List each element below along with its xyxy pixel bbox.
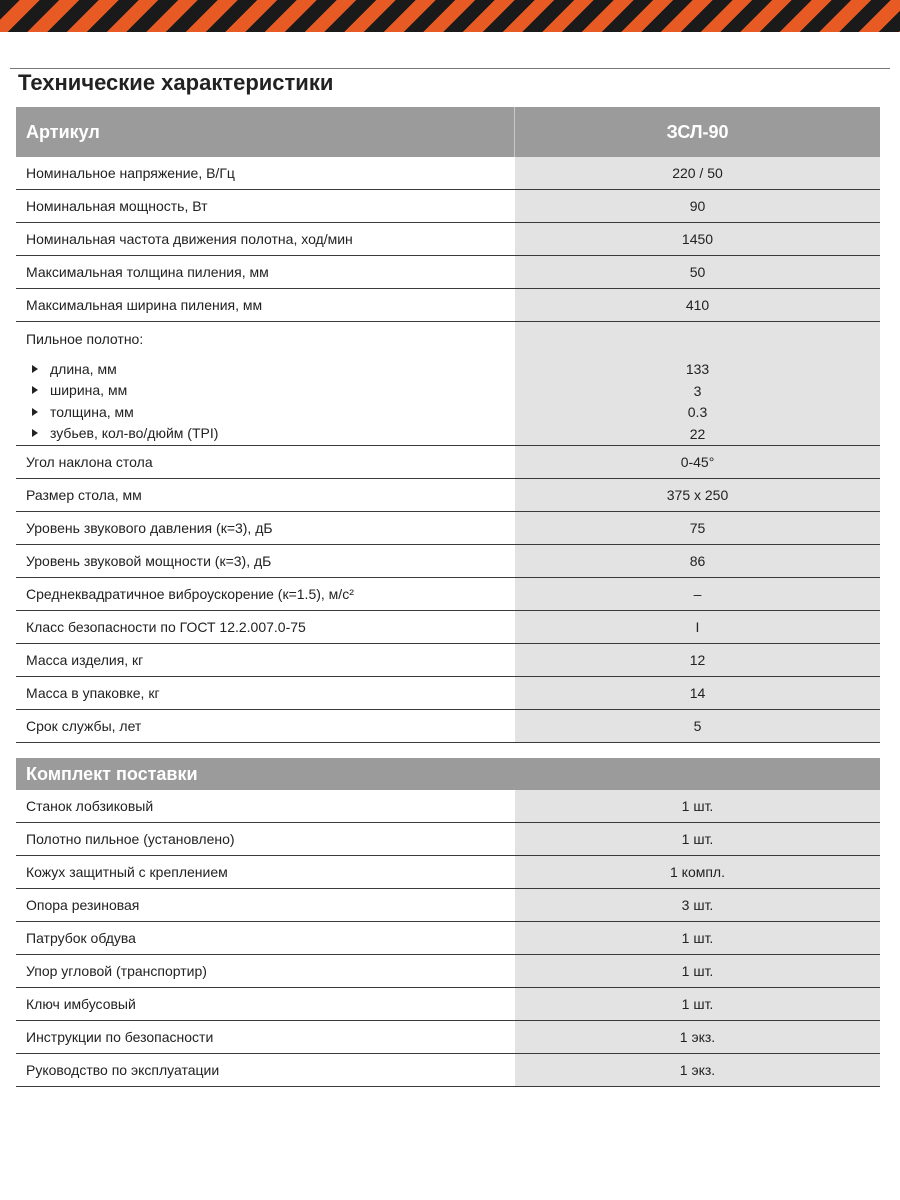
kit-row bbox=[16, 856, 880, 889]
spec-label: Максимальная толщина пиления, мм bbox=[16, 256, 515, 288]
spec-value: 86 bbox=[515, 545, 880, 577]
spec-row bbox=[16, 446, 880, 479]
spec-value: – bbox=[515, 578, 880, 610]
kit-value: 1 шт. bbox=[515, 922, 880, 954]
spec-value: 5 bbox=[515, 710, 880, 742]
blade-item-value: 3 bbox=[693, 382, 702, 399]
spec-row bbox=[16, 223, 880, 256]
spec-label: Номинальная частота движения полотна, ход/мин bbox=[16, 223, 515, 255]
kit-row bbox=[16, 922, 880, 955]
spec-value: 50 bbox=[515, 256, 880, 288]
blade-title: Пильное полотно: bbox=[26, 331, 144, 347]
kit-row bbox=[16, 790, 880, 823]
specs-table bbox=[16, 107, 880, 743]
spec-row bbox=[16, 190, 880, 223]
bullet-arrow-icon bbox=[32, 365, 38, 373]
blade-item bbox=[26, 358, 515, 380]
blade-labels bbox=[16, 322, 515, 445]
spec-label: Размер стола, мм bbox=[16, 479, 515, 511]
kit-label: Руководство по эксплуатации bbox=[16, 1054, 515, 1086]
spec-row bbox=[16, 157, 880, 190]
spec-value: 75 bbox=[515, 512, 880, 544]
spec-label: Масса в упаковке, кг bbox=[16, 677, 515, 709]
spec-row bbox=[16, 611, 880, 644]
kit-row bbox=[16, 955, 880, 988]
spec-value: I bbox=[515, 611, 880, 643]
kit-value: 1 экз. bbox=[515, 1021, 880, 1053]
divider bbox=[10, 68, 890, 69]
spec-value: 0-45° bbox=[515, 446, 880, 478]
spec-label: Класс безопасности по ГОСТ 12.2.007.0-75 bbox=[16, 611, 515, 643]
specs-header-value: ЗСЛ-90 bbox=[666, 121, 729, 142]
kit-label: Ключ имбусовый bbox=[16, 988, 515, 1020]
blade-item bbox=[26, 423, 515, 445]
kit-label: Кожух защитный с креплением bbox=[16, 856, 515, 888]
kit-label: Упор угловой (транспортир) bbox=[16, 955, 515, 987]
blade-item-label: толщина, мм bbox=[50, 403, 134, 420]
kit-label: Станок лобзиковый bbox=[16, 790, 515, 822]
spec-label: Срок службы, лет bbox=[16, 710, 515, 742]
spec-label: Уровень звуковой мощности (к=3), дБ bbox=[16, 545, 515, 577]
spec-label: Среднеквадратичное виброускорение (к=1.5), м/с² bbox=[16, 578, 515, 610]
kit-label: Опора резиновая bbox=[16, 889, 515, 921]
kit-value: 3 шт. bbox=[515, 889, 880, 921]
page-title: Технические характеристики bbox=[18, 70, 334, 95]
spec-value: 1450 bbox=[515, 223, 880, 255]
spec-row bbox=[16, 289, 880, 322]
kit-row bbox=[16, 1054, 880, 1087]
bullet-arrow-icon bbox=[32, 408, 38, 416]
spec-label: Угол наклона стола bbox=[16, 446, 515, 478]
spec-row bbox=[16, 644, 880, 677]
spec-label: Номинальное напряжение, В/Гц bbox=[16, 157, 515, 189]
blade-row bbox=[16, 322, 880, 446]
blade-item-label: длина, мм bbox=[50, 360, 117, 377]
kit-label: Полотно пильное (установлено) bbox=[16, 823, 515, 855]
spec-row bbox=[16, 479, 880, 512]
kit-label: Патрубок обдува bbox=[16, 922, 515, 954]
kit-row bbox=[16, 823, 880, 856]
kit-value: 1 шт. bbox=[515, 790, 880, 822]
blade-item-value: 22 bbox=[689, 425, 706, 442]
blade-item-label: ширина, мм bbox=[50, 382, 128, 399]
spec-value: 410 bbox=[515, 289, 880, 321]
spec-row bbox=[16, 710, 880, 743]
spec-row bbox=[16, 677, 880, 710]
spec-label: Номинальная мощность, Вт bbox=[16, 190, 515, 222]
spec-row bbox=[16, 512, 880, 545]
kit-value: 1 экз. bbox=[515, 1054, 880, 1086]
kit-row bbox=[16, 988, 880, 1021]
spec-row bbox=[16, 545, 880, 578]
blade-item-value: 133 bbox=[685, 361, 710, 377]
kit-value: 1 шт. bbox=[515, 955, 880, 987]
specs-header-row bbox=[16, 107, 880, 157]
spec-row bbox=[16, 256, 880, 289]
spec-value: 14 bbox=[515, 677, 880, 709]
spec-label: Уровень звукового давления (к=3), дБ bbox=[16, 512, 515, 544]
specs-header-label: Артикул bbox=[16, 107, 515, 157]
bullet-arrow-icon bbox=[32, 386, 38, 394]
blade-item bbox=[26, 401, 515, 423]
kit-header-label: Комплект поставки bbox=[26, 763, 198, 784]
spec-value: 90 bbox=[515, 190, 880, 222]
blade-values bbox=[515, 322, 880, 445]
spec-value: 12 bbox=[515, 644, 880, 676]
bullet-arrow-icon bbox=[32, 429, 38, 437]
spec-label: Масса изделия, кг bbox=[16, 644, 515, 676]
kit-value: 1 шт. bbox=[515, 988, 880, 1020]
spec-row bbox=[16, 578, 880, 611]
spec-value: 220 / 50 bbox=[515, 157, 880, 189]
kit-table bbox=[16, 758, 880, 1087]
kit-value: 1 шт. bbox=[515, 823, 880, 855]
kit-header-row bbox=[16, 758, 880, 790]
kit-label: Инструкции по безопасности bbox=[16, 1021, 515, 1053]
blade-item-label: зубьев, кол-во/дюйм (TPI) bbox=[50, 425, 219, 442]
spec-value: 375 х 250 bbox=[515, 479, 880, 511]
kit-value: 1 компл. bbox=[515, 856, 880, 888]
blade-item bbox=[26, 380, 515, 402]
kit-row bbox=[16, 889, 880, 922]
spec-label: Максимальная ширина пиления, мм bbox=[16, 289, 515, 321]
kit-row bbox=[16, 1021, 880, 1054]
blade-item-value: 0.3 bbox=[687, 404, 708, 420]
warning-stripe-banner bbox=[0, 0, 900, 32]
